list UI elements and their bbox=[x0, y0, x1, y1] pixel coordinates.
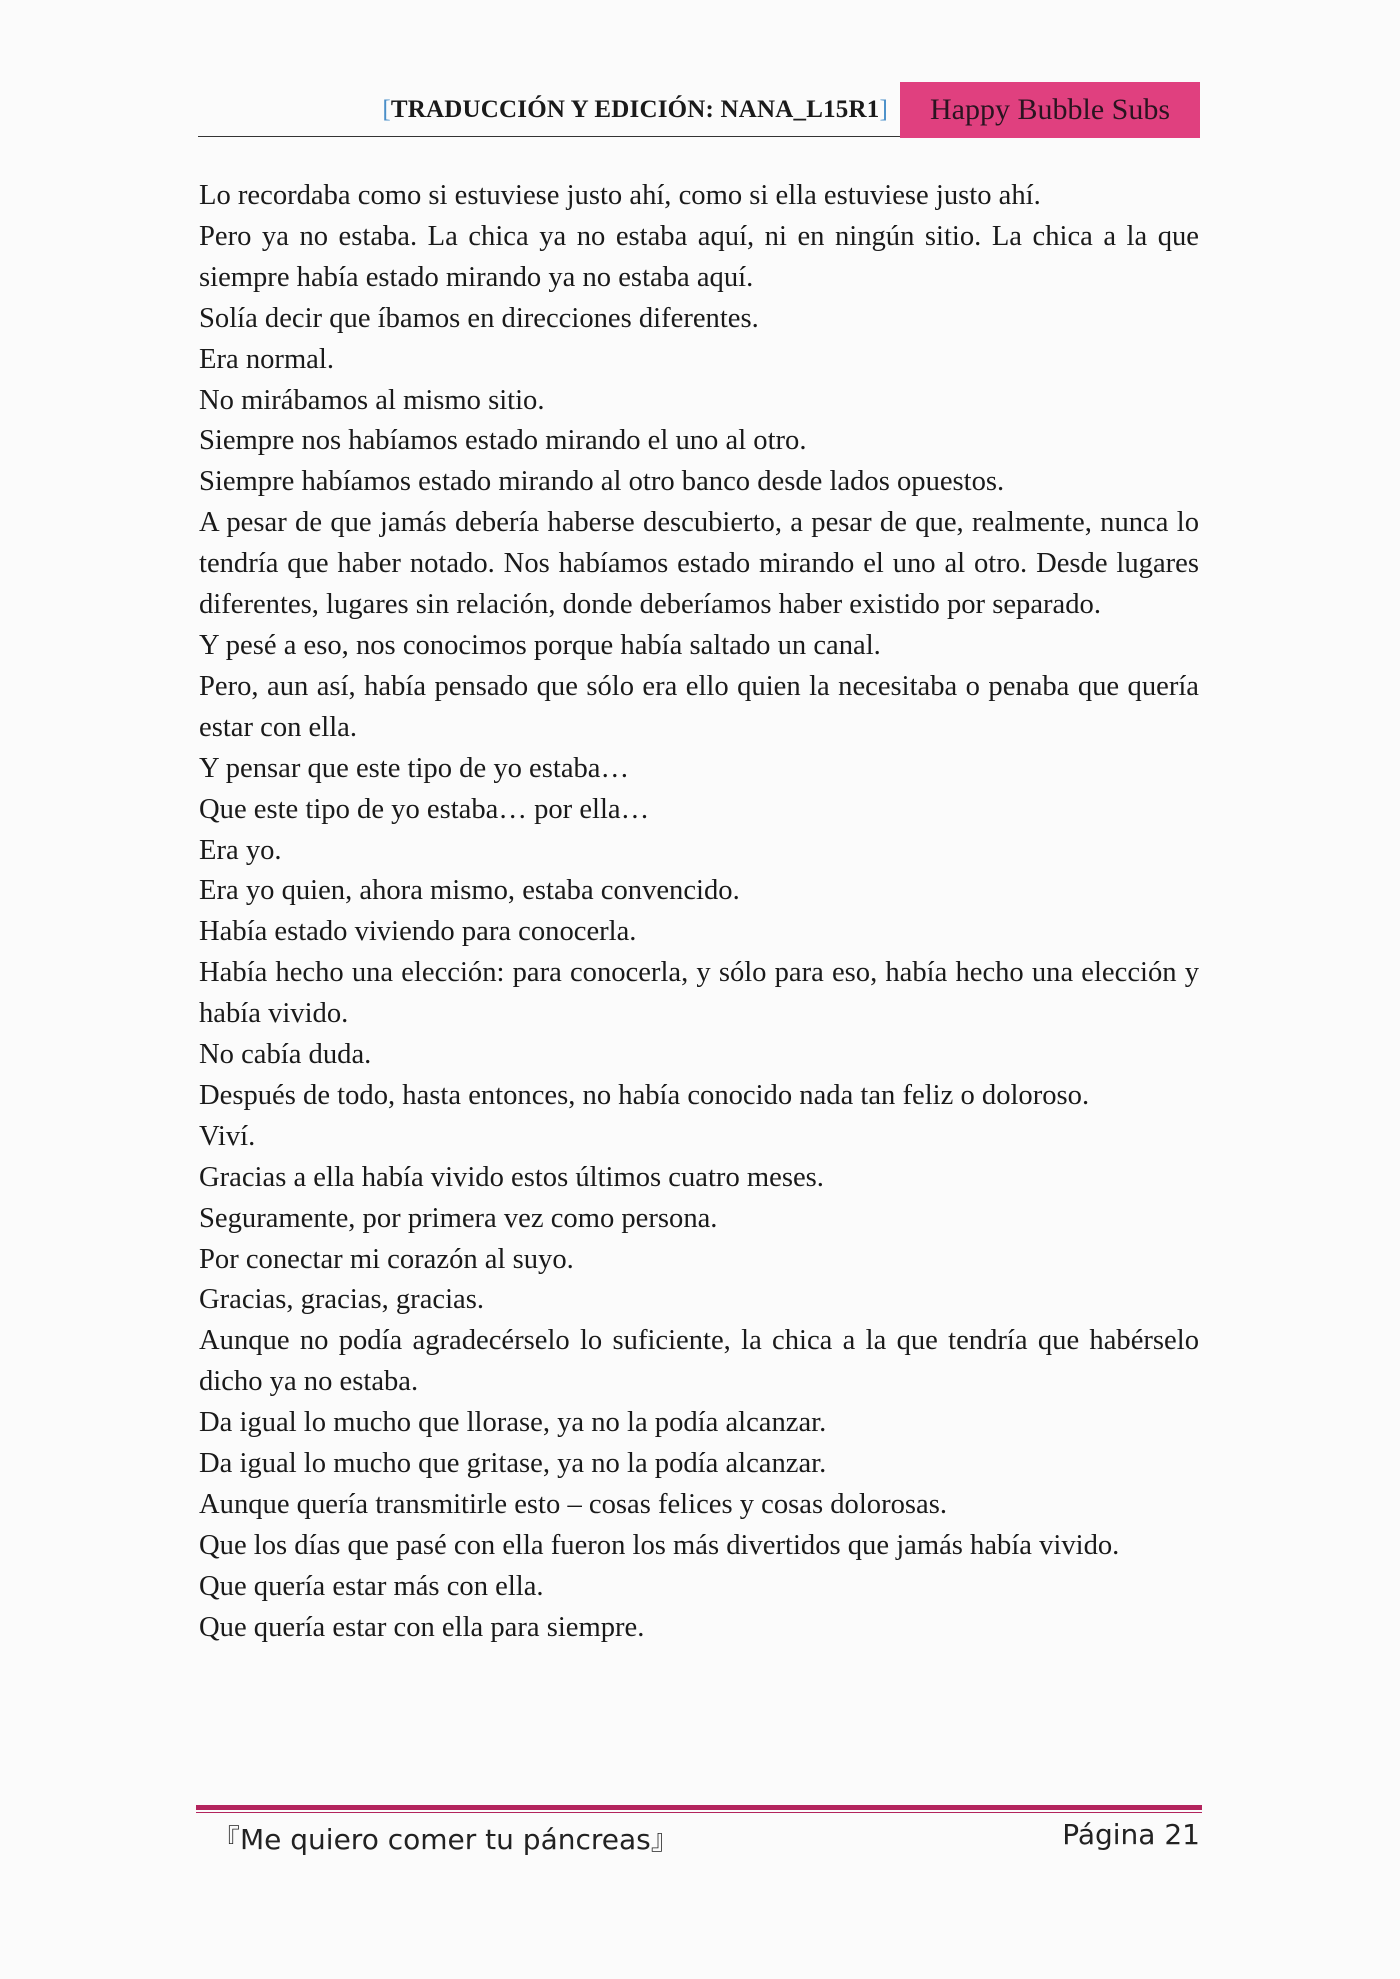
header-title-text: TRADUCCIÓN Y EDICIÓN: NANA_L15R1 bbox=[390, 96, 880, 123]
header-bracket-close: ] bbox=[879, 96, 888, 123]
footer-rule bbox=[196, 1805, 1202, 1810]
paragraph: Después de todo, hasta entonces, no había conocido nada tan feliz o doloroso. bbox=[199, 1079, 1090, 1111]
header-bracket-open: [ bbox=[382, 96, 391, 123]
paragraph: Gracias, gracias, gracias. bbox=[199, 1284, 484, 1316]
header-rule bbox=[198, 136, 900, 137]
page-header bbox=[198, 82, 1200, 138]
paragraph: Gracias a ella había vivido estos últimos cuatro meses. bbox=[199, 1161, 824, 1193]
paragraph: Era yo. bbox=[199, 834, 282, 866]
paragraph: No mirábamos al mismo sitio. bbox=[199, 384, 545, 416]
paragraph: Era normal. bbox=[199, 343, 334, 375]
paragraph: Que quería estar más con ella. bbox=[199, 1570, 544, 1602]
paragraph: Y pensar que este tipo de yo estaba… bbox=[199, 752, 630, 784]
footer-page-number: Página 21 bbox=[1062, 1818, 1200, 1851]
paragraph: No cabía duda. bbox=[199, 1039, 372, 1071]
footer-rule-thin bbox=[196, 1812, 1202, 1813]
paragraph: Había hecho una elección: para conocerla, y sólo para eso, había hecho una elección y había vivido. bbox=[199, 957, 1199, 1030]
paragraph: Seguramente, por primera vez como persona. bbox=[199, 1202, 718, 1234]
paragraph: Había estado viviendo para conocerla. bbox=[199, 916, 637, 948]
paragraph: Que quería estar con ella para siempre. bbox=[199, 1611, 645, 1643]
paragraph: Era yo quien, ahora mismo, estaba convencido. bbox=[199, 875, 740, 907]
header-badge: Happy Bubble Subs bbox=[900, 82, 1200, 138]
paragraph: Que este tipo de yo estaba… por ella… bbox=[199, 793, 650, 825]
paragraph: Y pesé a eso, nos conocimos porque había saltado un canal. bbox=[199, 629, 881, 661]
paragraph: Siempre nos habíamos estado mirando el uno al otro. bbox=[199, 425, 807, 457]
paragraph: Solía decir que íbamos en direcciones diferentes. bbox=[199, 302, 759, 334]
paragraph: Aunque quería transmitirle esto – cosas felices y cosas dolorosas. bbox=[199, 1489, 948, 1520]
paragraph: Pero, aun así, había pensado que sólo era ello quien la necesitaba o penaba que quería estar con ella. bbox=[199, 670, 1199, 743]
paragraph: Da igual lo mucho que gritase, ya no la podía alcanzar. bbox=[199, 1448, 827, 1480]
footer-book-title: 『Me quiero comer tu páncreas』 bbox=[212, 1823, 679, 1856]
paragraph: A pesar de que jamás debería haberse descubierto, a pesar de que, realmente, nunca lo tendría que haber notado. Nos habíamos estado mirando el uno al otro. Desde lugares diferentes, lugares sin relación, donde deberíamos haber existido por separado. bbox=[199, 507, 1199, 621]
paragraph: Aunque no podía agradecérselo lo suficiente, la chica a la que tendría que habérselo dicho ya no estaba. bbox=[199, 1325, 1199, 1398]
paragraph: Da igual lo mucho que llorase, ya no la podía alcanzar. bbox=[199, 1407, 827, 1439]
header-title bbox=[382, 96, 888, 124]
paragraph: Que los días que pasé con ella fueron los más divertidos que jamás había vivido. bbox=[199, 1529, 1120, 1561]
paragraph: Por conectar mi corazón al suyo. bbox=[199, 1243, 574, 1275]
paragraph: Lo recordaba como si estuviese justo ahí, como si ella estuviese justo ahí. bbox=[199, 180, 1041, 211]
paragraph: Pero ya no estaba. La chica ya no estaba aquí, ni en ningún sitio. La chica a la que siempre había estado mirando ya no estaba aquí. bbox=[199, 220, 1199, 293]
body-text bbox=[199, 176, 1199, 1649]
paragraph: Viví. bbox=[199, 1120, 256, 1152]
paragraph: Siempre habíamos estado mirando al otro banco desde lados opuestos. bbox=[199, 466, 1005, 498]
